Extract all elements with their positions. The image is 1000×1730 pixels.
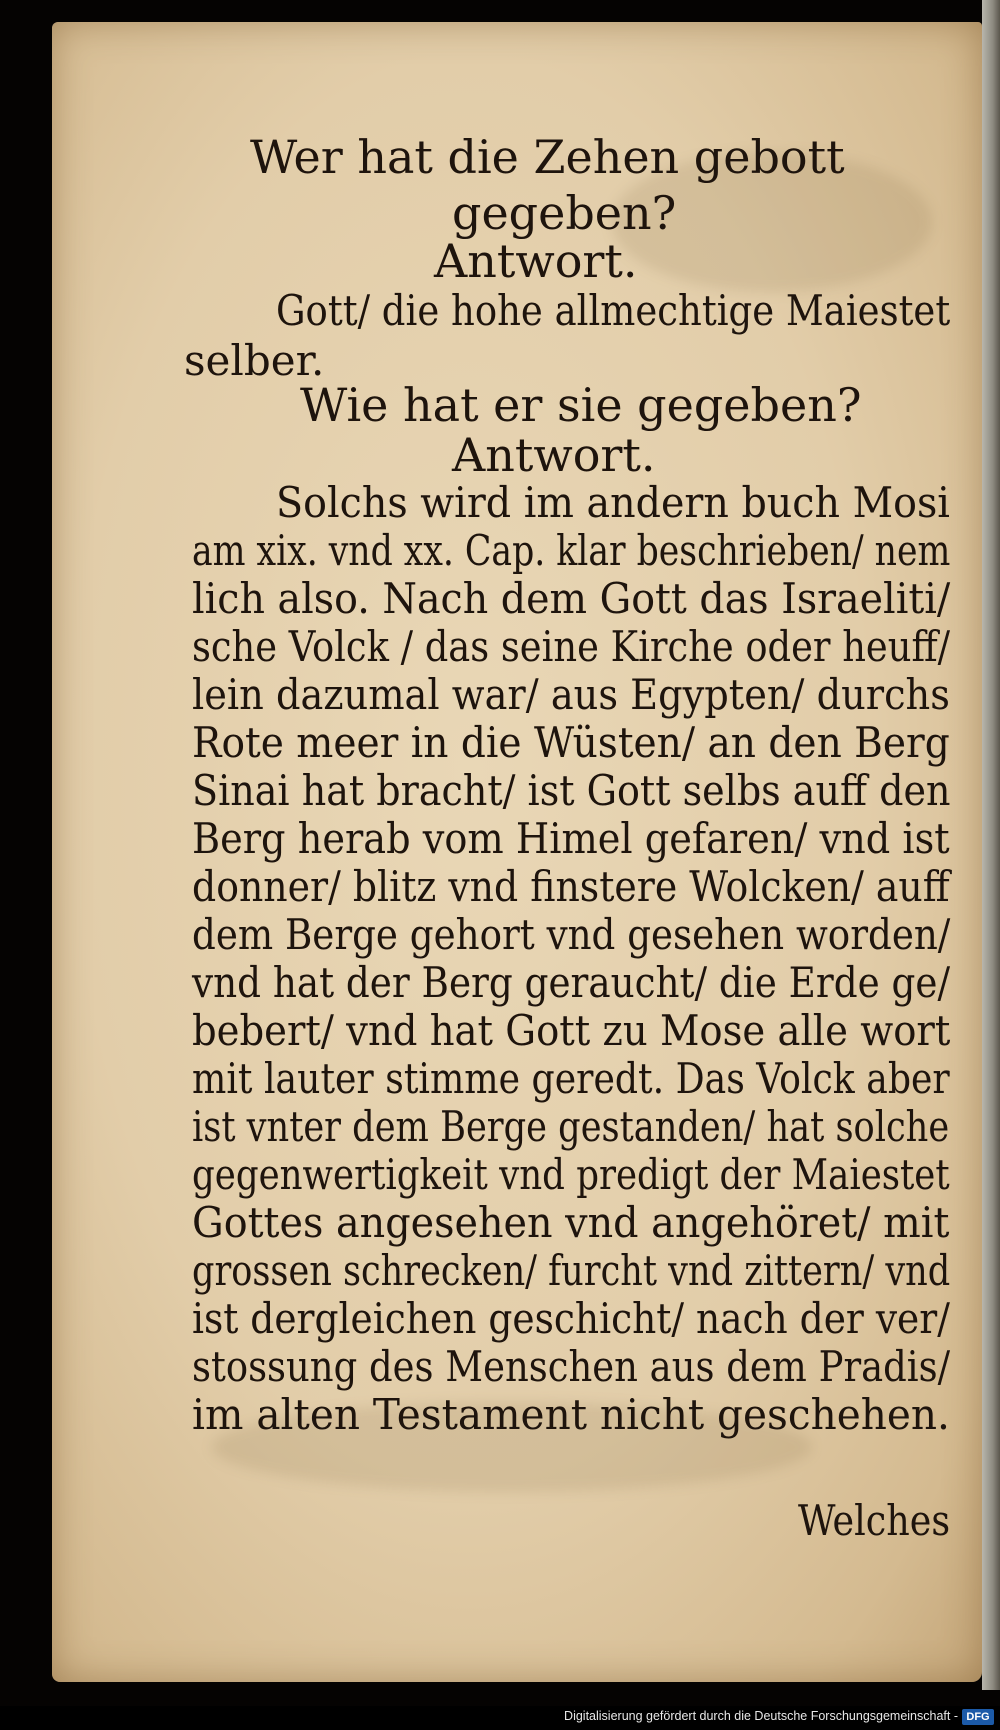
text-line: bebert/ vnd hat Gott zu Mose alle wort [192,1006,951,1055]
text-line: Gottes angesehen vnd angehöret/ mit [192,1198,950,1247]
text-line: lein dazumal war/ aus Egypten/ durchs [192,670,950,719]
text-line: mit lauter stimme geredt. Das Volck aber [192,1054,950,1103]
text-line: ist vnter dem Berge gestanden/ hat solche [192,1102,950,1151]
answer-label-1: Antwort. [434,234,638,288]
text-line: Gott/ die hohe allmechtige Maiestet [276,286,951,335]
catchword: Welches [798,1496,951,1545]
text-line: vnd hat der Berg geraucht/ die Erde ge/ [192,958,951,1007]
text-line: sche Volck / das seine Kirche oder heuff/ [192,622,951,671]
text-line: dem Berge gehort vnd gesehen worden/ [192,910,951,959]
text-line: donner/ blitz vnd finstere Wolcken/ auff [192,862,950,911]
text-line: selber. [184,336,325,385]
text-line: ist dergleichen geschicht/ nach der ver/ [192,1294,950,1343]
text-line: Solchs wird im andern buch Mosi [276,478,950,527]
text-line: im alten Testament nicht geschehen. [192,1390,950,1439]
text-line: grossen schrecken/ furcht vnd zittern/ vnd [192,1246,951,1295]
dfg-logo: DFG [962,1709,994,1725]
footer-bar [0,1706,1000,1730]
text-line: Berg herab vom Himel gefaren/ vnd ist [192,814,950,863]
answer-label-2: Antwort. [452,428,656,482]
text-line: am xix. vnd xx. Cap. klar beschrieben/ nem [192,526,951,575]
question-heading-1: Wer hat die Zehen gebott [250,130,845,184]
funding-credit: Digitalisierung gefördert durch die Deutsche Forschungsgemeinschaft - [564,1709,958,1723]
text-line: Rote meer in die Wüsten/ an den Berg [192,718,950,767]
question-heading-2: Wie hat er sie gegeben? [300,378,862,432]
text-line: lich also. Nach dem Gott das Israeliti/ [192,574,951,623]
text-line: stossung des Menschen aus dem Pradis/ [192,1342,951,1391]
text-line: gegenwertigkeit vnd predigt der Maiestet [192,1150,950,1199]
text-line: Sinai hat bracht/ ist Gott selbs auff den [192,766,951,815]
question-heading-1-cont: gegeben? [452,186,677,240]
